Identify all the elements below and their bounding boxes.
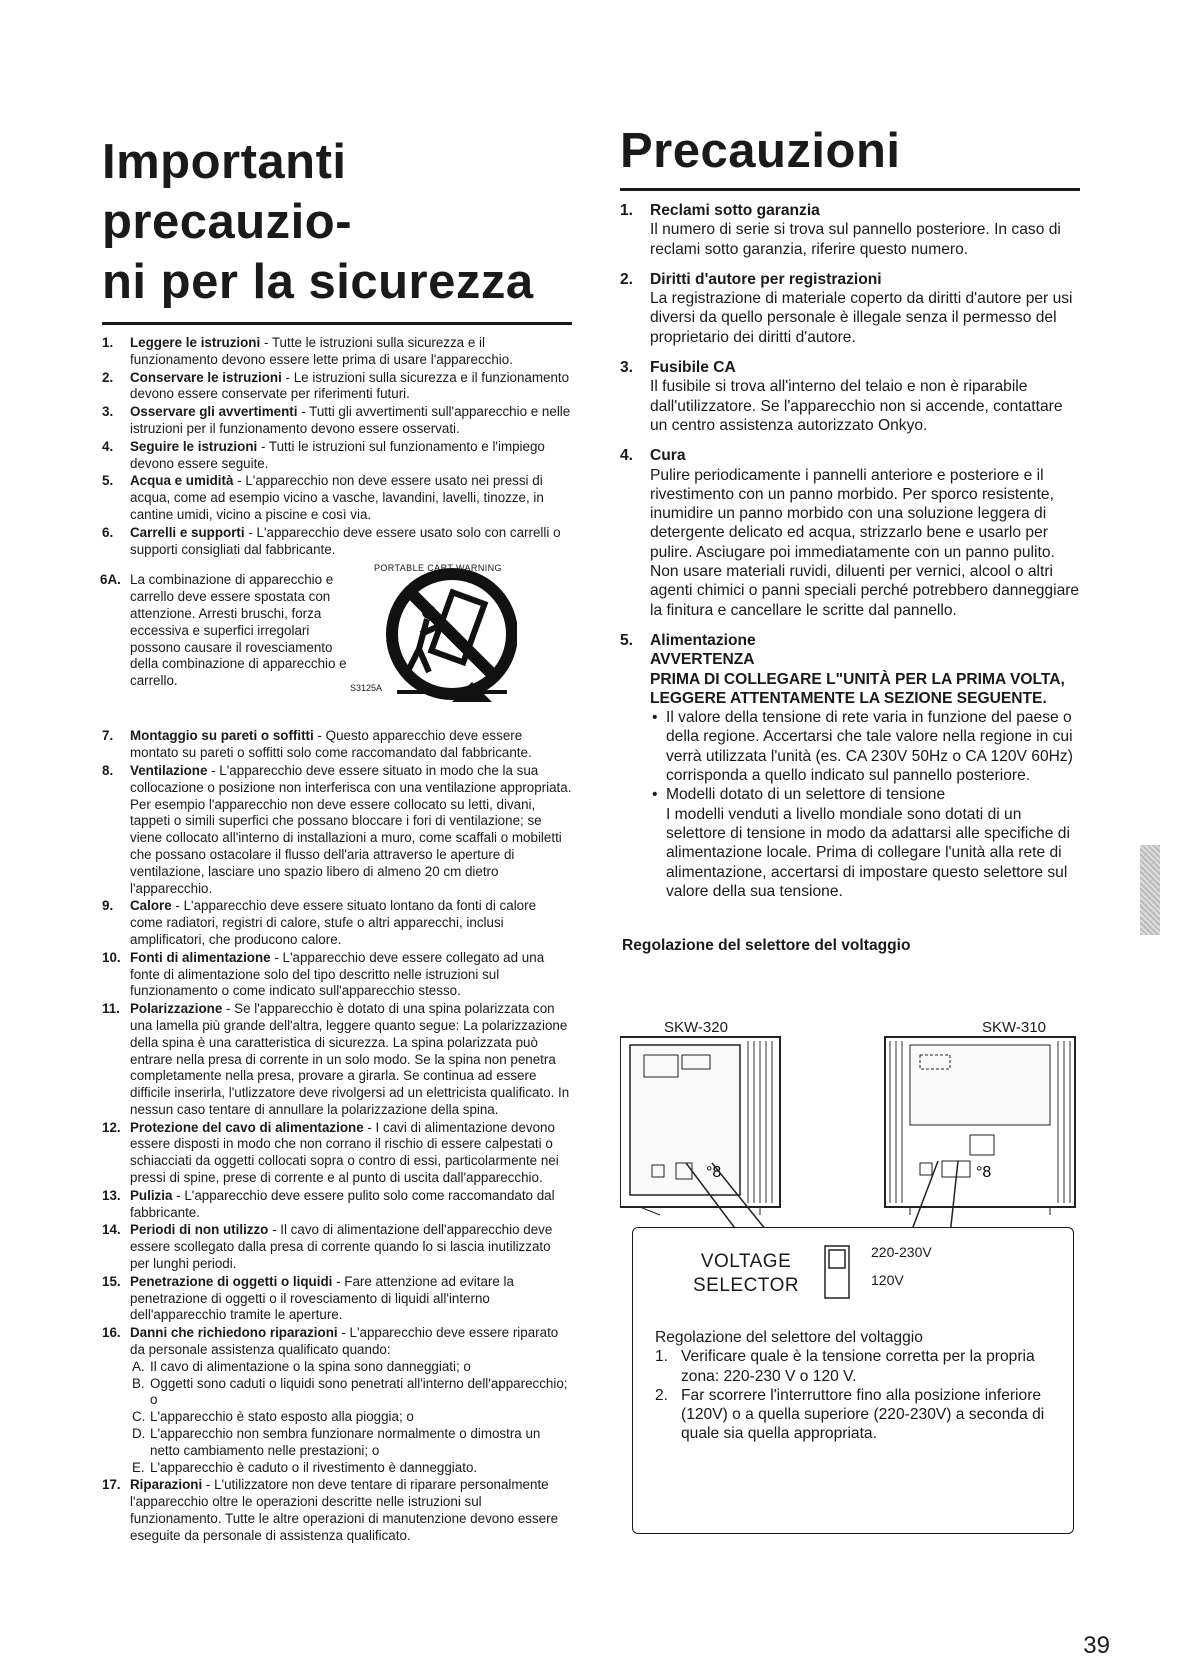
- model-label-left: SKW-320: [664, 1019, 728, 1036]
- voltage-option-high: 220-230V: [871, 1244, 932, 1260]
- svg-text:°8: °8: [976, 1164, 992, 1181]
- procedure-step: 1. Verificare quale è la tensione corretta per la propria zona: 220-230 V o 120 V.: [655, 1348, 1035, 1385]
- sub-list-item: E. L'apparecchio è caduto o il rivestimento è danneggiato.: [132, 1459, 478, 1475]
- sub-list-item: C. L'apparecchio è stato esposto alla pioggia; o: [132, 1409, 414, 1425]
- cart-warning-code: S3125A: [350, 683, 383, 694]
- list-item: 16. Danni che richiedono riparazioni - L'apparecchio deve essere riparato da personale assistenza qualificato quando: A. Il cavo di alimentazione o la spina sono danneggiati; o B. Oggetti sono caduti o liquidi sono penetrati all'interno dell'apparecchio; o C. L'apparecchio è stato esposto alla pioggia; o D. L'apparecchio non sembra funzionare normalmente o dimostra un netto cambiamento nelle prestazioni; o E. L'apparecchio è caduto o il rivestimento è danneggiato.: [102, 1325, 572, 1476]
- safety-section: [102, 132, 572, 1546]
- list-item: 2. Conservare le istruzioni - Le istruzioni sulla sicurezza e il funzionamento devono essere conservate per riferimenti futuri.: [102, 369, 570, 402]
- sub-list: [130, 1359, 572, 1477]
- list-item: 2. Diritti d'autore per registrazioni La registrazione di materiale coperto da diritti d'autore per usi diversi da quello personale è illegale senza il permesso del proprietario dei diritti d'autore.: [620, 270, 1073, 346]
- list-item: 6. Carrelli e supporti - L'apparecchio deve essere usato solo con carrelli o supporti consigliati dal fabbricante.: [102, 524, 561, 557]
- page-number: 39: [1083, 1632, 1110, 1659]
- list-item: 7. Montaggio su pareti o soffitti - Questo apparecchio deve essere montato su pareti o soffitti solo come raccomandato dal fabbricante.: [102, 728, 532, 761]
- list-item: 12. Protezione del cavo di alimentazione - I cavi di alimentazione devono essere disposti in modo che non corrano il rischio di essere calpestati o schiacciati da oggetti collocati sopra o contro di essi, particolarmente nei pressi di spine, prese di corrente e al punto di uscita dall'apparecchio.: [102, 1119, 559, 1186]
- voltage-selector-panel: [632, 1227, 1074, 1534]
- list-item: 13. Pulizia - L'apparecchio deve essere pulito solo come raccomandato dal fabbricante.: [102, 1187, 555, 1220]
- selector-subheading: Regolazione del selettore del voltaggio: [622, 937, 911, 955]
- list-item: 5. Alimentazione AVVERTENZA PRIMA DI COLLEGARE L"UNITÀ PER LA PRIMA VOLTA, LEGGERE ATTENTAMENTE LA SEZIONE SEGUENTE. • Il valore della tensione di rete varia in funzione del paese o della regione. Accertarsi che tale valore nella regione in cui verrà utilizzata l'unità (es. CA 230V 50Hz o CA 120V 60Hz) corrisponda a quello indicato sul pannello posteriore. • Modelli dotato di un selettore di tensione I modelli venduti a livello mondiale sono dotati di un selettore di tensione in modo da adattarsi alle specifiche di alimentazione locale. Prima di collegare l'unità alla rete di alimentazione, accertarsi di impostare questo selettore sul valore della sua tensione.: [620, 631, 1080, 901]
- list-item: 4. Seguire le istruzioni - Tutti le istruzioni sul funzionamento e l'impiego devono essere seguite.: [102, 438, 545, 471]
- selector-procedure: [655, 1328, 1065, 1444]
- model-label-right: SKW-310: [982, 1019, 1046, 1036]
- side-tab-marker: [1140, 845, 1160, 935]
- sub-list-item: D. L'apparecchio non sembra funzionare normalmente o dimostra un netto cambiamento nelle prestazioni; o: [132, 1426, 541, 1458]
- list-item: 1. Leggere le istruzioni - Tutte le istruzioni sulla sicurezza e il funzionamento devono essere lette prima di usare l'apparecchio.: [102, 335, 513, 367]
- safety-title: [102, 132, 572, 312]
- precautions-title: Precauzioni: [620, 124, 901, 178]
- list-item: 15. Penetrazione di oggetti o liquidi - Fare attenzione ad evitare la penetrazione di oggetti o il rovesciamento di liquidi all'interno dell'apparecchio tramite le aperture.: [102, 1273, 514, 1323]
- voltage-selector-label: VOLTAGE SELECTOR: [693, 1251, 800, 1296]
- svg-text:°8: °8: [706, 1164, 722, 1181]
- precautions-list: [620, 201, 1080, 901]
- bullet-item: • Il valore della tensione di rete varia in funzione del paese o della regione. Accertarsi che tale valore nella regione in cui verrà utilizzata l'unità (es. CA 230V 50Hz o CA 120V 60Hz) corrisponda a quello indicato sul pannello posteriore.: [650, 708, 1080, 785]
- warning-text: PRIMA DI COLLEGARE L"UNITÀ PER LA PRIMA VOLTA, LEGGERE ATTENTAMENTE LA SEZIONE SEGUENTE.: [650, 670, 1065, 707]
- voltage-option-low: 120V: [871, 1272, 904, 1288]
- title-rule: [102, 322, 572, 325]
- safety-list-b: [102, 728, 572, 1544]
- procedure-steps: [655, 1347, 1065, 1443]
- list-item: 4. Cura Pulire periodicamente i pannelli anteriore e posteriore e il rivestimento con un panno morbido. Per sporco resistente, inumidire un panno morbido con una soluzione leggera di detergente delicato ed acqua, strizzarlo bene e usarlo per pulire. Asciugare poi immediatamente con un panno pulito. Non usare materiali ruvidi, diluenti per vernici, alcool o altri agenti chimici o panni speciali perché potrebbero danneggiare la finitura e cancellare le scritte dal pannello.: [620, 447, 1080, 619]
- procedure-title: Regolazione del selettore del voltaggio: [655, 1329, 923, 1346]
- safety-list-a: [102, 335, 572, 558]
- bullet-item: • Modelli dotato di un selettore di tensione I modelli venduti a livello mondiale sono dotati di un selettore di tensione in modo da adattarsi alle specifiche di alimentazione locale. Prima di collegare l'unità alla rete di alimentazione, accertarsi di impostare questo selettore sul valore della sua tensione.: [650, 785, 1080, 901]
- list-item: 3. Osservare gli avvertimenti - Tutti gli avvertimenti sull'apparecchio e nelle istruzioni per il funzionamento devono essere osservati.: [102, 404, 571, 436]
- list-item: 3. Fusibile CA Il fusibile si trova all'interno del telaio e non è riparabile dall'utilizzatore. Se l'apparecchio non si accende, contattare un centro assistenza autorizzato Onkyo.: [620, 359, 1063, 434]
- cart-warning-label: PORTABLE CART WARNING: [374, 563, 502, 574]
- warning-label: AVVERTENZA: [650, 651, 755, 669]
- sub-list-item: B. Oggetti sono caduti o liquidi sono penetrati all'interno dell'apparecchio; o: [132, 1375, 568, 1408]
- cart-warning-item: [102, 564, 572, 724]
- voltage-switch-icon: [823, 1244, 851, 1300]
- voltage-selector-diagram: [620, 1017, 1080, 1537]
- list-item: 14. Periodi di non utilizzo - Il cavo di alimentazione dell'apparecchio deve essere scollegato dalla presa di corrente quando lo si lascia inutilizzato per lunghi periodi.: [102, 1222, 553, 1272]
- list-item: 10. Fonti di alimentazione - L'apparecchio deve essere collegato ad una fonte di alimentazione solo del tipo descritto nelle istruzioni sul funzionamento o come indicato sull'apparecchio stesso.: [102, 949, 545, 999]
- list-item: 8. Ventilazione - L'apparecchio deve essere situato in modo che la sua collocazione o posizione non interferisca con una ventilazione appropriata. Per esempio l'apparecchio non deve essere collocato su letti, divani, tappeti o simili superfici che possano bloccare i fori di ventilazione; se viene collocato all'interno di installazioni a muro, come scaffali o mobiletti che possano ostacolare il flusso dell'aria attraverso le aperture di ventilazione, lasciare uno spazio libero di almeno 20 cm dietro l'apparecchio.: [102, 762, 572, 896]
- list-item: 1. Reclami sotto garanzia Il numero di serie si trova sul pannello posteriore. In caso di reclami sotto garanzia, riferire questo numero.: [620, 202, 1061, 258]
- item-number: 6A.: [100, 572, 121, 588]
- safety-title-line2: ni per la sicurezza: [102, 255, 534, 309]
- list-item: 17. Riparazioni - L'utilizzatore non deve tentare di riparare personalmente l'apparecchio oltre le operazioni descritte nelle istruzioni sul funzionamento. Tutte le altre operazioni di manutenzione devono essere eseguite da personale di assistenza qualificato.: [102, 1477, 559, 1543]
- list-item: 11. Polarizzazione - Se l'apparecchio è dotato di una spina polarizzata con una lamella più grande dell'altra, leggere quanto segue: La polarizzazione della spina è una caratteristica di sicurezza. La spina polarizzata può entrare nella presa di corrente in un solo modo. Se la spina non penetra completamente nella presa, provare a girarla. Se continua ad essere difficile inserirla, l'utlizzatore deve rivolgersi ad un elettricista qualificato. In nessun caso tentare di annullare la polarizzazione della spina.: [102, 1001, 570, 1117]
- rear-panel-illustration: [620, 1035, 1080, 1235]
- safety-title-line1: Importanti precauzio-: [102, 135, 353, 249]
- procedure-step: 2. Far scorrere l'interruttore fino alla posizione inferiore (120V) o a quella superiore (220-230V) a seconda di quale sia quella appropriata.: [655, 1386, 1045, 1443]
- sub-list-item: A. Il cavo di alimentazione o la spina sono danneggiati; o: [132, 1358, 471, 1374]
- title-rule: [620, 188, 1080, 191]
- list-item: 9. Calore - L'apparecchio deve essere situato lontano da fonti di calore come radiatori, registri di calore, stufe o altri apparecchi, inclusi amplificatori, che producono calore.: [102, 898, 537, 947]
- precautions-section: [620, 122, 1080, 1443]
- bullet-list: [650, 708, 1080, 901]
- list-item: 5. Acqua e umidità - L'apparecchio non deve essere usato nei pressi di acqua, come ad esempio vicino a vasche, lavandini, lavelli, tinozze, in cantine umidi, vicino a piscine e così via.: [102, 473, 544, 522]
- cart-warning-text: La combinazione di apparecchio e carrello deve essere spostata con attenzione. Arresti bruschi, forza eccessiva e superfici irregolari possono causare il rovesciamento della combinazione di apparecchio e carrello.: [130, 572, 347, 689]
